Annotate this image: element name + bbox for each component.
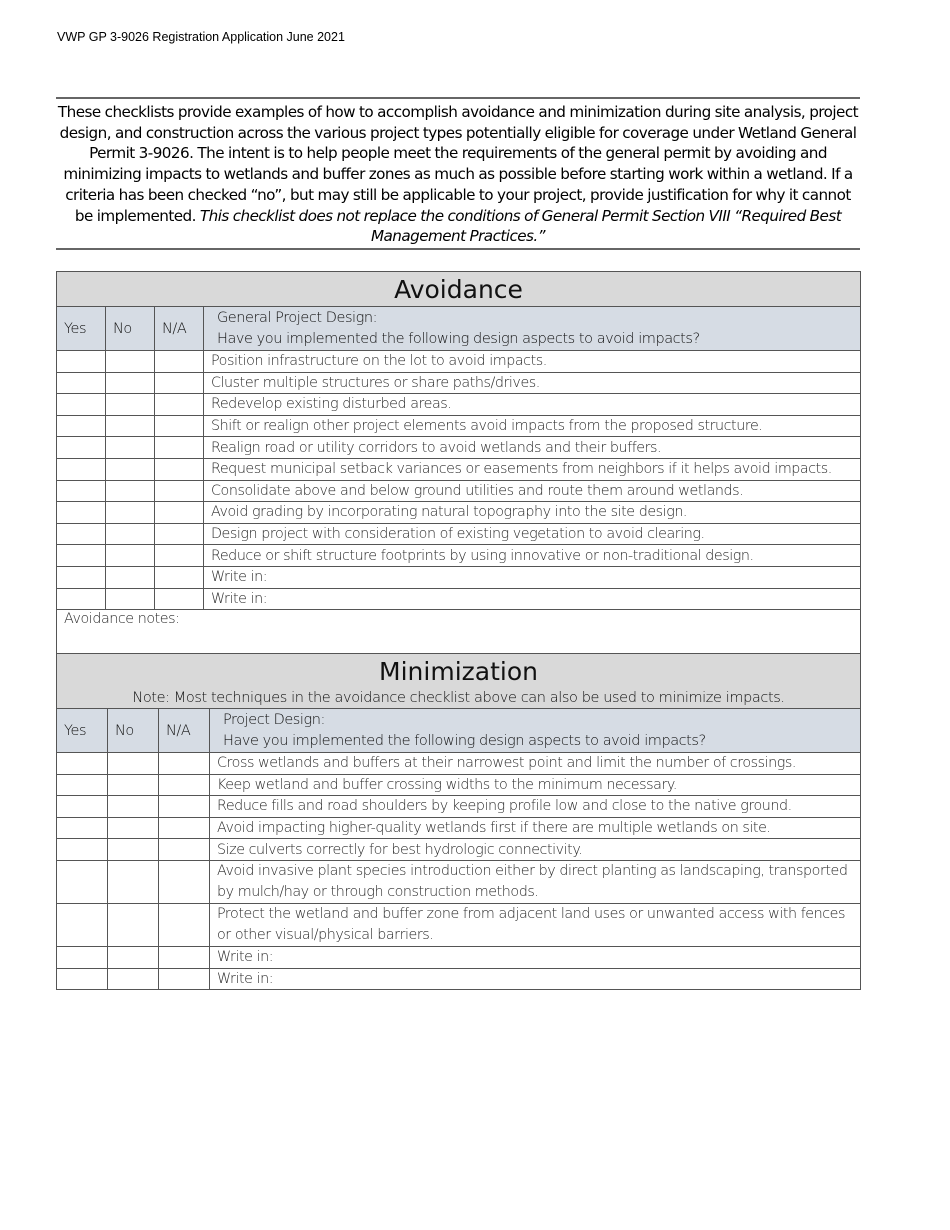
- minimization-no-checkbox[interactable]: [108, 839, 159, 861]
- avoidance-na-checkbox[interactable]: [155, 394, 204, 416]
- avoidance-row: [57, 351, 861, 373]
- avoidance-yes-checkbox[interactable]: [57, 372, 106, 394]
- avoidance-checklist: [56, 271, 861, 654]
- avoidance-no-checkbox[interactable]: [106, 394, 155, 416]
- avoidance-na-checkbox[interactable]: [155, 545, 204, 567]
- avoidance-item-text: Redevelop existing disturbed areas.: [204, 394, 861, 416]
- avoidance-item-text: Reduce or shift structure footprints by using innovative or non-traditional design.: [204, 545, 861, 567]
- minimization-yes-checkbox[interactable]: [57, 796, 108, 818]
- minimization-yes-checkbox[interactable]: [57, 968, 108, 990]
- minimization-no-checkbox[interactable]: [108, 817, 159, 839]
- minimization-heading-line2: Have you implemented the following design aspects to avoid impacts?: [223, 732, 706, 749]
- minimization-row: [57, 817, 861, 839]
- avoidance-no-checkbox[interactable]: [106, 566, 155, 588]
- avoidance-na-checkbox[interactable]: [155, 480, 204, 502]
- minimization-question: [210, 709, 861, 753]
- minimization-note: Note: Most techniques in the avoidance checklist above can also be used to minimize impacts.: [132, 689, 785, 706]
- minimization-item-text: Keep wetland and buffer crossing widths to the minimum necessary.: [210, 774, 861, 796]
- intro-italic-text: This checklist does not replace the conditions of General Permit Section VIII “Required Best Management Practices.”: [199, 206, 842, 246]
- avoidance-yes-checkbox[interactable]: [57, 437, 106, 459]
- avoidance-item-text: Avoid grading by incorporating natural topography into the site design.: [204, 502, 861, 524]
- minimization-row: [57, 839, 861, 861]
- minimization-row: [57, 968, 861, 990]
- avoidance-row: [57, 458, 861, 480]
- minimization-item-text[interactable]: Write in:: [210, 968, 861, 990]
- avoidance-item-text: Realign road or utility corridors to avoid wetlands and their buffers.: [204, 437, 861, 459]
- minimization-column-header: [57, 709, 861, 753]
- minimization-yes-checkbox[interactable]: [57, 839, 108, 861]
- avoidance-row: [57, 437, 861, 459]
- minimization-yes-checkbox[interactable]: [57, 753, 108, 775]
- minimization-item-text: Cross wetlands and buffers at their narrowest point and limit the number of crossings.: [210, 753, 861, 775]
- avoidance-row: [57, 394, 861, 416]
- avoidance-no-checkbox[interactable]: [106, 415, 155, 437]
- avoidance-no-checkbox[interactable]: [106, 502, 155, 524]
- avoidance-row: [57, 480, 861, 502]
- document-header: VWP GP 3-9026 Registration Application June 2021: [57, 30, 345, 44]
- na-column-header: N/A: [155, 307, 204, 351]
- avoidance-yes-checkbox[interactable]: [57, 566, 106, 588]
- avoidance-item-text[interactable]: Write in:: [204, 566, 861, 588]
- minimization-na-checkbox[interactable]: [159, 774, 210, 796]
- no-column-header: No: [108, 709, 159, 753]
- avoidance-na-checkbox[interactable]: [155, 588, 204, 610]
- minimization-na-checkbox[interactable]: [159, 946, 210, 968]
- avoidance-no-checkbox[interactable]: [106, 523, 155, 545]
- avoidance-heading-line2: Have you implemented the following design aspects to avoid impacts?: [217, 330, 700, 347]
- avoidance-na-checkbox[interactable]: [155, 502, 204, 524]
- na-column-header: N/A: [159, 709, 210, 753]
- intro-text: These checklists provide examples of how to accomplish avoidance and minimization during site analysis, project design, and construction across the various project types potentially eligible for coverage under Wetland General Permit 3-9026. The intent is to help people meet the requirements of the general permit by avoiding and minimizing impacts to wetlands and buffer zones as much as possible before starting work within a wetland. If a criteria has been checked “no”, but may still be applicable to your project, provide justification for why it cannot be implemented.: [57, 103, 859, 225]
- minimization-title: Minimization: [379, 656, 538, 686]
- minimization-yes-checkbox[interactable]: [57, 903, 108, 946]
- avoidance-section-header: [57, 272, 861, 307]
- avoidance-no-checkbox[interactable]: [106, 545, 155, 567]
- minimization-item-text: Avoid invasive plant species introduction either by direct planting as landscaping, transported by mulch/hay or through construction methods.: [210, 860, 861, 903]
- yes-column-header: Yes: [57, 307, 106, 351]
- avoidance-yes-checkbox[interactable]: [57, 588, 106, 610]
- avoidance-yes-checkbox[interactable]: [57, 523, 106, 545]
- avoidance-na-checkbox[interactable]: [155, 372, 204, 394]
- minimization-no-checkbox[interactable]: [108, 968, 159, 990]
- avoidance-item-text[interactable]: Write in:: [204, 588, 861, 610]
- avoidance-title: Avoidance: [394, 274, 523, 304]
- avoidance-item-text: Shift or realign other project elements avoid impacts from the proposed structure.: [204, 415, 861, 437]
- minimization-na-checkbox[interactable]: [159, 860, 210, 903]
- avoidance-notes-field[interactable]: [57, 610, 861, 654]
- avoidance-yes-checkbox[interactable]: [57, 545, 106, 567]
- avoidance-item-text: Position infrastructure on the lot to avoid impacts.: [204, 351, 861, 373]
- minimization-no-checkbox[interactable]: [108, 903, 159, 946]
- avoidance-row: [57, 545, 861, 567]
- minimization-heading-line1: Project Design:: [223, 711, 325, 728]
- minimization-section-header: [57, 654, 861, 709]
- minimization-yes-checkbox[interactable]: [57, 946, 108, 968]
- avoidance-yes-checkbox[interactable]: [57, 394, 106, 416]
- avoidance-heading-line1: General Project Design:: [217, 309, 378, 326]
- avoidance-item-text: Design project with consideration of existing vegetation to avoid clearing.: [204, 523, 861, 545]
- avoidance-row: [57, 523, 861, 545]
- avoidance-yes-checkbox[interactable]: [57, 415, 106, 437]
- avoidance-na-checkbox[interactable]: [155, 415, 204, 437]
- avoidance-no-checkbox[interactable]: [106, 588, 155, 610]
- avoidance-question: [204, 307, 861, 351]
- minimization-yes-checkbox[interactable]: [57, 817, 108, 839]
- avoidance-item-text: Cluster multiple structures or share paths/drives.: [204, 372, 861, 394]
- avoidance-na-checkbox[interactable]: [155, 437, 204, 459]
- minimization-na-checkbox[interactable]: [159, 903, 210, 946]
- minimization-na-checkbox[interactable]: [159, 817, 210, 839]
- avoidance-item-text: Request municipal setback variances or easements from neighbors if it helps avoid impacts.: [204, 458, 861, 480]
- avoidance-na-checkbox[interactable]: [155, 458, 204, 480]
- minimization-row: [57, 903, 861, 946]
- avoidance-no-checkbox[interactable]: [106, 372, 155, 394]
- intro-paragraph: [56, 97, 860, 250]
- minimization-na-checkbox[interactable]: [159, 796, 210, 818]
- minimization-no-checkbox[interactable]: [108, 796, 159, 818]
- minimization-yes-checkbox[interactable]: [57, 860, 108, 903]
- avoidance-row: [57, 502, 861, 524]
- minimization-checklist: [56, 653, 861, 990]
- avoidance-row: [57, 566, 861, 588]
- avoidance-column-header: [57, 307, 861, 351]
- avoidance-na-checkbox[interactable]: [155, 351, 204, 373]
- avoidance-na-checkbox[interactable]: [155, 566, 204, 588]
- minimization-no-checkbox[interactable]: [108, 946, 159, 968]
- minimization-item-text: Size culverts correctly for best hydrologic connectivity.: [210, 839, 861, 861]
- avoidance-na-checkbox[interactable]: [155, 523, 204, 545]
- minimization-item-text: Avoid impacting higher-quality wetlands first if there are multiple wetlands on site.: [210, 817, 861, 839]
- minimization-row: [57, 796, 861, 818]
- yes-column-header: Yes: [57, 709, 108, 753]
- minimization-row: [57, 860, 861, 903]
- minimization-item-text: Protect the wetland and buffer zone from adjacent land uses or unwanted access with fences or other visual/physical barriers.: [210, 903, 861, 946]
- avoidance-yes-checkbox[interactable]: [57, 502, 106, 524]
- avoidance-row: [57, 588, 861, 610]
- avoidance-yes-checkbox[interactable]: [57, 458, 106, 480]
- minimization-na-checkbox[interactable]: [159, 753, 210, 775]
- avoidance-yes-checkbox[interactable]: [57, 480, 106, 502]
- minimization-row: [57, 774, 861, 796]
- avoidance-row: [57, 415, 861, 437]
- minimization-na-checkbox[interactable]: [159, 968, 210, 990]
- minimization-item-text: Reduce fills and road shoulders by keeping profile low and close to the native ground.: [210, 796, 861, 818]
- avoidance-yes-checkbox[interactable]: [57, 351, 106, 373]
- minimization-row: [57, 753, 861, 775]
- minimization-item-text[interactable]: Write in:: [210, 946, 861, 968]
- minimization-no-checkbox[interactable]: [108, 753, 159, 775]
- avoidance-row: [57, 372, 861, 394]
- avoidance-no-checkbox[interactable]: [106, 351, 155, 373]
- minimization-no-checkbox[interactable]: [108, 774, 159, 796]
- avoidance-no-checkbox[interactable]: [106, 458, 155, 480]
- avoidance-notes-label: Avoidance notes:: [64, 611, 180, 628]
- minimization-yes-checkbox[interactable]: [57, 774, 108, 796]
- avoidance-no-checkbox[interactable]: [106, 480, 155, 502]
- avoidance-item-text: Consolidate above and below ground utilities and route them around wetlands.: [204, 480, 861, 502]
- minimization-no-checkbox[interactable]: [108, 860, 159, 903]
- minimization-na-checkbox[interactable]: [159, 839, 210, 861]
- no-column-header: No: [106, 307, 155, 351]
- minimization-row: [57, 946, 861, 968]
- avoidance-no-checkbox[interactable]: [106, 437, 155, 459]
